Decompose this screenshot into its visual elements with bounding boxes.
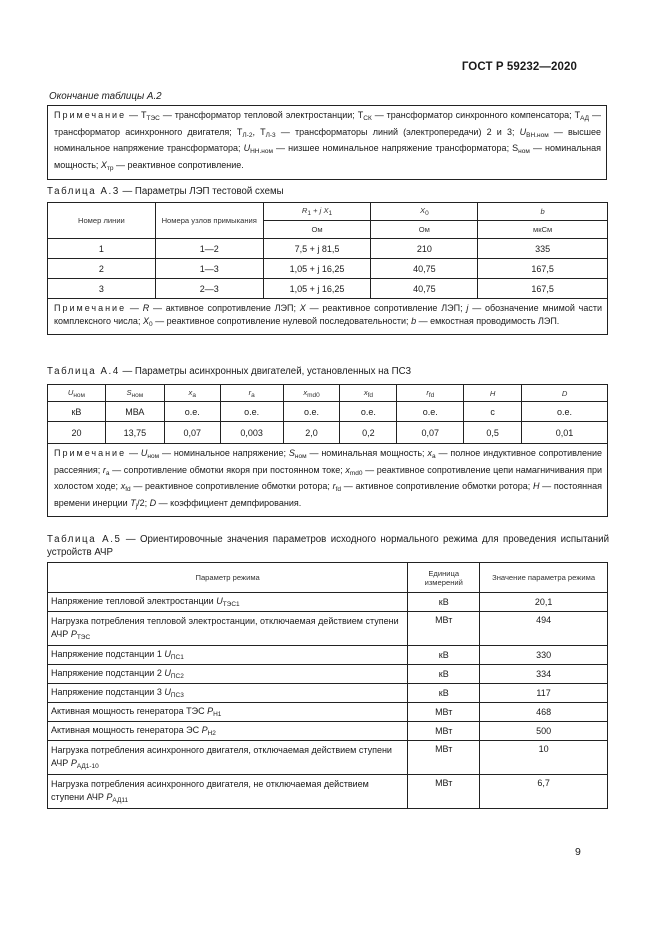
a4-header-xmd0: $x_{md0}$ [283,385,340,402]
a5-header-parameter: Параметр режима [48,563,408,593]
table-a3 [47,202,608,335]
table-row: Напряжение подстанции 2 $U_{ПС2}$ кВ 334 [48,665,608,684]
a3-header-line-number: Номер линии [48,203,156,239]
a4-header-d: D [522,385,608,402]
table-row: Активная мощность генератора ЭС $P_{Н2}$ МВт 500 [48,722,608,741]
a4-header-xa: $x_a$ [164,385,220,402]
a4-header-s-nom: $S_{ном}$ [105,385,164,402]
a5-param-tes-load: Нагрузка потребления тепловой электростанции, отключаемая действием ступени АЧР $P_{ТЭС}$ [48,612,408,646]
a3-unit-b: мкСм [478,221,608,239]
a5-param-ps3-voltage: Напряжение подстанции 3 $U_{ПС3}$ [48,684,408,703]
a3-unit-x0: Ом [371,221,478,239]
a5-param-ps1-voltage: Напряжение подстанции 1 $U_{ПС1}$ [48,646,408,665]
table-row: 3 2—3 1,05 + j 16,25 40,75 167,5 [48,279,608,299]
a5-param-ad-load-not-switched: Нагрузка потребления асинхронного двигателя, не отключаемая действием ступени АЧР $P_{АД11}$ [48,775,408,809]
a5-header-unit: Единица измерений [408,563,480,593]
table-row: Нагрузка потребления асинхронного двигателя, отключаемая действием ступени АЧР $P_{АД1-10}$ МВт 10 [48,741,608,775]
table-a5 [47,562,608,809]
table-row: Активная мощность генератора ТЭС $P_{Н1}$ МВт 468 [48,703,608,722]
table-a4-caption: Таблица А.4 — Параметры асинхронных двигателей, установленных на ПС3 [47,366,411,377]
table-a3-caption: Таблица А.3 — Параметры ЛЭП тестовой схемы [47,186,284,197]
a4-header-rfd: $r_{fd}$ [397,385,464,402]
page-number: 9 [575,846,581,858]
table-a2-note: Примечание — $Т_{ТЭС}$ — трансформатор тепловой электростанции; $Т_{СК}$ — трансформатор синхронного компенсатора; $Т_{АД}$ — трансформатор асинхронного двигателя; $Т_{Л-2}$, $Т_{Л-3}$ — трансформаторы линий (электропередачи) 2 и 3; $U_{ВН.ном}$ — высшее номинальное напряжение трансформатора; $U_{НН.ном}$ — низшее номинальное напряжение трансформатора; $S_{ном}$ — номинальная мощность; $X_{тр}$ — реактивное сопротивление. [47,105,607,180]
table-a2-continuation-label: Окончание таблицы А.2 [49,91,162,102]
table-a3-note: Примечание — R — активное сопротивление ЛЭП; X — реактивное сопротивление ЛЭП; j — обозначение мнимой части комплексного числа; $X_0$ — реактивное сопротивление нулевой последовательности; b — емкостная проводимость ЛЭП. [48,299,608,335]
a3-header-r1x1: $R_1 + j$ $X_1$ [263,203,371,221]
table-row: Напряжение подстанции 3 $U_{ПС3}$ кВ 117 [48,684,608,703]
a4-header-xfd: $x_{fd}$ [340,385,397,402]
table-a5-caption: Таблица А.5 — Ориентировочные значения параметров исходного нормального режима для проведения испытаний устройств АЧР [47,534,609,558]
a3-header-x0: $X_0$ [371,203,478,221]
a5-param-tes-gen-power: Активная мощность генератора ТЭС $P_{Н1}$ [48,703,408,722]
a5-header-value: Значение параметра режима [480,563,608,593]
a4-units-row: кВ МВА о.е. о.е. о.е. о.е. о.е. с о.е. [48,402,608,422]
table-row: 1 1—2 7,5 + j 81,5 210 335 [48,239,608,259]
a5-param-ad-load-switched: Нагрузка потребления асинхронного двигателя, отключаемая действием ступени АЧР $P_{АД1-10}$ [48,741,408,775]
a3-unit-r1x1: Ом [263,221,371,239]
table-row: Нагрузка потребления асинхронного двигателя, не отключаемая действием ступени АЧР $P_{АД11}$ МВт 6,7 [48,775,608,809]
table-row: Нагрузка потребления тепловой электростанции, отключаемая действием ступени АЧР $P_{ТЭС}$ МВт 494 [48,612,608,646]
a4-header-u-nom: $U_{ном}$ [48,385,106,402]
a4-header-h: H [464,385,522,402]
a5-param-es-gen-power: Активная мощность генератора ЭС $P_{Н2}$ [48,722,408,741]
document-standard-number: ГОСТ Р 59232—2020 [461,61,577,73]
table-a4-note: Примечание — $U_{ном}$ — номинальное напряжение; $S_{ном}$ — номинальная мощность; $x_a$ — полное индуктивное сопротивление рассеяния; $r_a$ — сопротивление обмотки якоря при постоянном токе; $x_{md0}$ — реактивное сопротивление цепи намагничивания при холостом ходе; $x_{fd}$ — реактивное сопротивление обмотки ротора; $r_{fd}$ — активное сопротивление обмотки ротора; H — постоянная времени инерции $T_j/2$; D — коэффициент демпфирования. [48,444,608,517]
a3-header-b: b [478,203,608,221]
a5-param-tes-voltage: Напряжение тепловой электростанции $U_{ТЭС1}$ [48,593,408,612]
a3-header-nodes: Номера узлов примыкания [155,203,263,239]
a5-param-ps2-voltage: Напряжение подстанции 2 $U_{ПС2}$ [48,665,408,684]
table-a4 [47,384,608,517]
table-row: 20 13,75 0,07 0,003 2,0 0,2 0,07 0,5 0,01 [48,422,608,444]
table-row: 2 1—3 1,05 + j 16,25 40,75 167,5 [48,259,608,279]
table-row: Напряжение подстанции 1 $U_{ПС1}$ кВ 330 [48,646,608,665]
a4-header-ra: $r_a$ [220,385,283,402]
table-row: Напряжение тепловой электростанции $U_{ТЭС1}$ кВ 20,1 [48,593,608,612]
